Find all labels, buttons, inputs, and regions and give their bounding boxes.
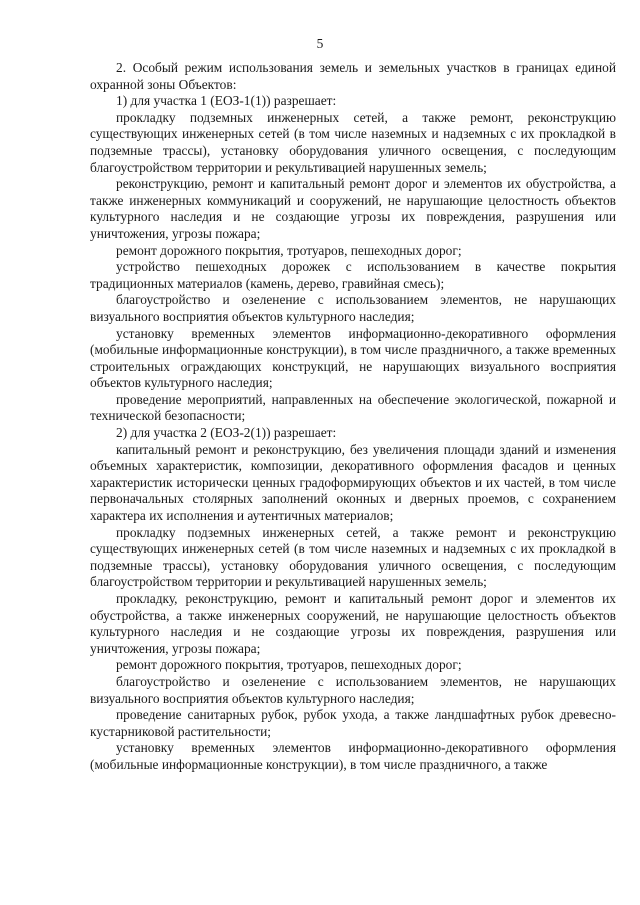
paragraph: капитальный ремонт и реконструкцию, без увеличения площади зданий и изменения объемных характеристик, композиции, декоративного оформления фасадов и ценных характеристик исторически ценных градоформирующих объектов и их частей, в том числе первоначальных столярных заполнений оконных и дверных проемов, с сохранением характера их исполнения и аутентичных материалов; [90, 441, 616, 524]
paragraph: благоустройство и озеленение с использованием элементов, не нарушающих визуального восприятия объектов культурного наследия; [90, 673, 616, 706]
paragraph-section-2-heading: 2. Особый режим использования земель и земельных участков в границах единой охранной зоны Объектов: [90, 60, 616, 92]
paragraph: проведение мероприятий, направленных на обеспечение экологической, пожарной и технической безопасности; [90, 391, 616, 424]
paragraph: прокладку подземных инженерных сетей, а также ремонт, реконструкцию существующих инженерных сетей (в том числе наземных и надземных с их прокладкой в подземные трассы), установку оборудования уличного освещения, с последующим благоустройством территории и рекультивацией нарушенных земель; [90, 109, 616, 175]
paragraph: благоустройство и озеленение с использованием элементов, не нарушающих визуального восприятия объектов культурного наследия; [90, 292, 616, 324]
paragraph: устройство пешеходных дорожек с использованием в качестве покрытия традиционных материалов (камень, дерево, гравийная смесь); [90, 259, 616, 291]
paragraph: ремонт дорожного покрытия, тротуаров, пешеходных дорог; [116, 657, 462, 673]
paragraph: проведение санитарных рубок, рубок ухода, а также ландшафтных рубок древесно-кустарниковой растительности; [90, 707, 616, 739]
paragraph: установку временных элементов информационно-декоративного оформления (мобильные информационные конструкции), в том числе праздничного, а также временных строительных ограждающих конструкций, не нарушающих визуального восприятия объектов культурного наследия; [90, 325, 616, 391]
paragraph: прокладку, реконструкцию, ремонт и капитальный ремонт дорог и элементов их обустройства, а также инженерных сооружений, не нарушающие целостность объектов культурного наследия и не создающие угрозы их повреждения, разрушения или уничтожения, угрозы пожара; [90, 591, 616, 656]
paragraph: прокладку подземных инженерных сетей, а также ремонт и реконструкцию существующих инженерных сетей (в том числе наземных и надземных с их прокладкой в подземные трассы), установку оборудования уличного освещения, с последующим благоустройством территории и рекультивацией нарушенных земель; [90, 524, 616, 590]
paragraph: ремонт дорожного покрытия, тротуаров, пешеходных дорог; [116, 242, 462, 258]
paragraph: реконструкцию, ремонт и капитальный ремонт дорог и элементов их обустройства, а также инженерных коммуникаций и сооружений, не нарушающие целостность объектов культурного наследия и не создающие угрозы их повреждения, разрушения или уничтожения, угрозы пожара; [90, 176, 616, 241]
paragraph-plot-2-heading: 2) для участка 2 (ЕОЗ-2(1)) разрешает: [116, 425, 337, 441]
paragraph: установку временных элементов информационно-декоративного оформления (мобильные информационные конструкции), в том числе праздничного, а также [90, 740, 616, 772]
page-number: 5 [316, 36, 324, 51]
paragraph-plot-1-heading: 1) для участка 1 (ЕОЗ-1(1)) разрешает: [116, 93, 337, 109]
document-body [90, 60, 616, 774]
